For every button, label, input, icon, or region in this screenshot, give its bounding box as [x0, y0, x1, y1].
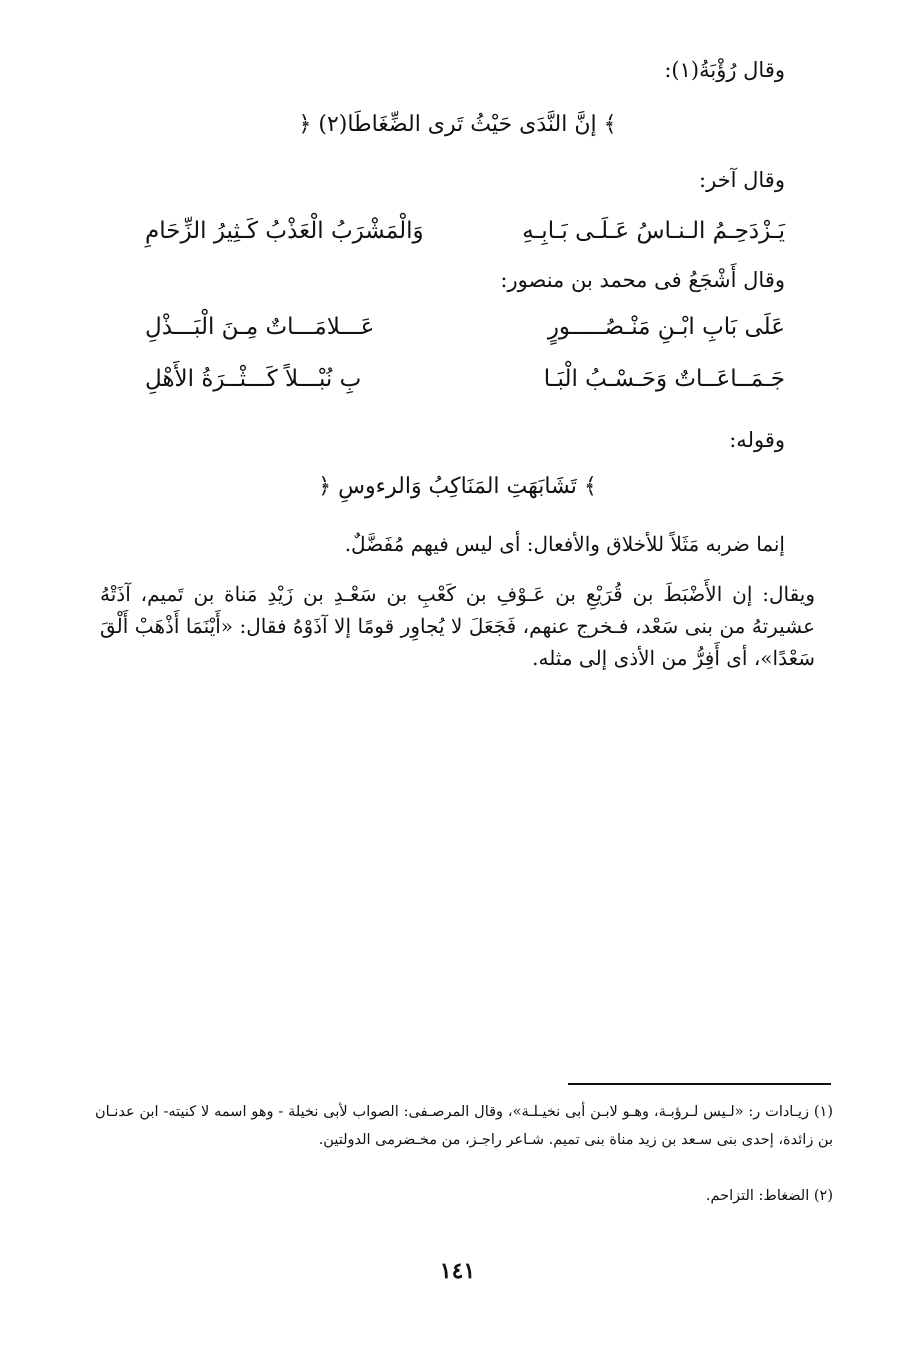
- verse-hemistich-1: ﴾ إنَّ النَّدَى حَيْثُ تَرى الضِّغَاطَا(٢) ﴿: [298, 112, 617, 137]
- footnote-divider: [568, 1083, 831, 1085]
- page-number: ١٤١: [439, 1258, 476, 1284]
- verse-hemistich-2: ﴾ تَشَابَهَتِ المَنَاكِبُ وَالرءوسِ ﴿: [318, 474, 597, 499]
- verse-couplet-1-left: وَالْمَشْرَبُ الْعَذْبُ كَـثِيرُ الزِّحَامِ: [145, 218, 424, 244]
- verse-couplet-3: [145, 366, 785, 392]
- verse-couplet-2-right: عَلَى بَابِ ابْـنِ مَنْـصُـــــورٍ: [547, 314, 785, 340]
- prose-paragraph-2: ويقال: إن الأَضْبَطَ بن قُرَيْعِ بن عَـوْفِ بن كَعْبِ بن سَعْـدِ بن زَيْدِ مَناة بن تَميم، آذَتْهُ عشيرتهُ من بنى سَعْد، فـخرج عنهم، فَجَعَلَ لا يُجاوِر قومًا إلا آذَوْهُ فقال: «أَيْنَمَا أَذْهَبْ أَلْقَ سَعْدًا»، أى أَفِرُّ من الأذى إلى مثله.: [100, 582, 815, 670]
- intro-his-saying: وقوله:: [729, 428, 785, 452]
- intro-another: وقال آخر:: [699, 168, 785, 192]
- verse-couplet-2: [145, 314, 785, 340]
- verse-couplet-1: [145, 218, 785, 244]
- intro-ashja: وقال أَشْجَعُ فى محمد بن منصور:: [500, 268, 785, 292]
- verse-couplet-3-left: بِ نُبْـــلاً كَـــثْــرَةُ الأَهْلِ: [145, 366, 362, 392]
- verse-couplet-3-right: جَـمَــاعَــاتٌ وَحَـسْـبُ الْبَـا: [543, 366, 785, 392]
- footnote-1: (١) زيـادات ر: «لـيس لـرؤبـة، وهـو لابـن أبى نخيـلـة»، وقال المرصـفى: الصواب لأبى نخيلة - وهو اسمه لا كنيته- ابن عدنـان بن زائدة، إحدى بنى سـعد بن زيد مناة بنى تميم. شـاعر راجـز، من مخـضرمى الدولتين.: [95, 1104, 833, 1148]
- verse-couplet-1-right: يَـزْدَحِـمُ الـنـاسُ عَـلَـى بَـابِـهِ: [522, 218, 785, 244]
- intro-roba: وقال رُؤْبَةُ(١):: [664, 58, 785, 82]
- prose-paragraph-1: إنما ضربه مَثَلاً للأخلاق والأفعال: أى ليس فيهم مُفَضَّلٌ.: [344, 532, 785, 556]
- footnote-2: (٢) الضغاط: التزاحم.: [705, 1188, 833, 1204]
- verse-couplet-2-left: عَـــلامَـــاتٌ مِـنَ الْبَـــذْلِ: [145, 314, 375, 340]
